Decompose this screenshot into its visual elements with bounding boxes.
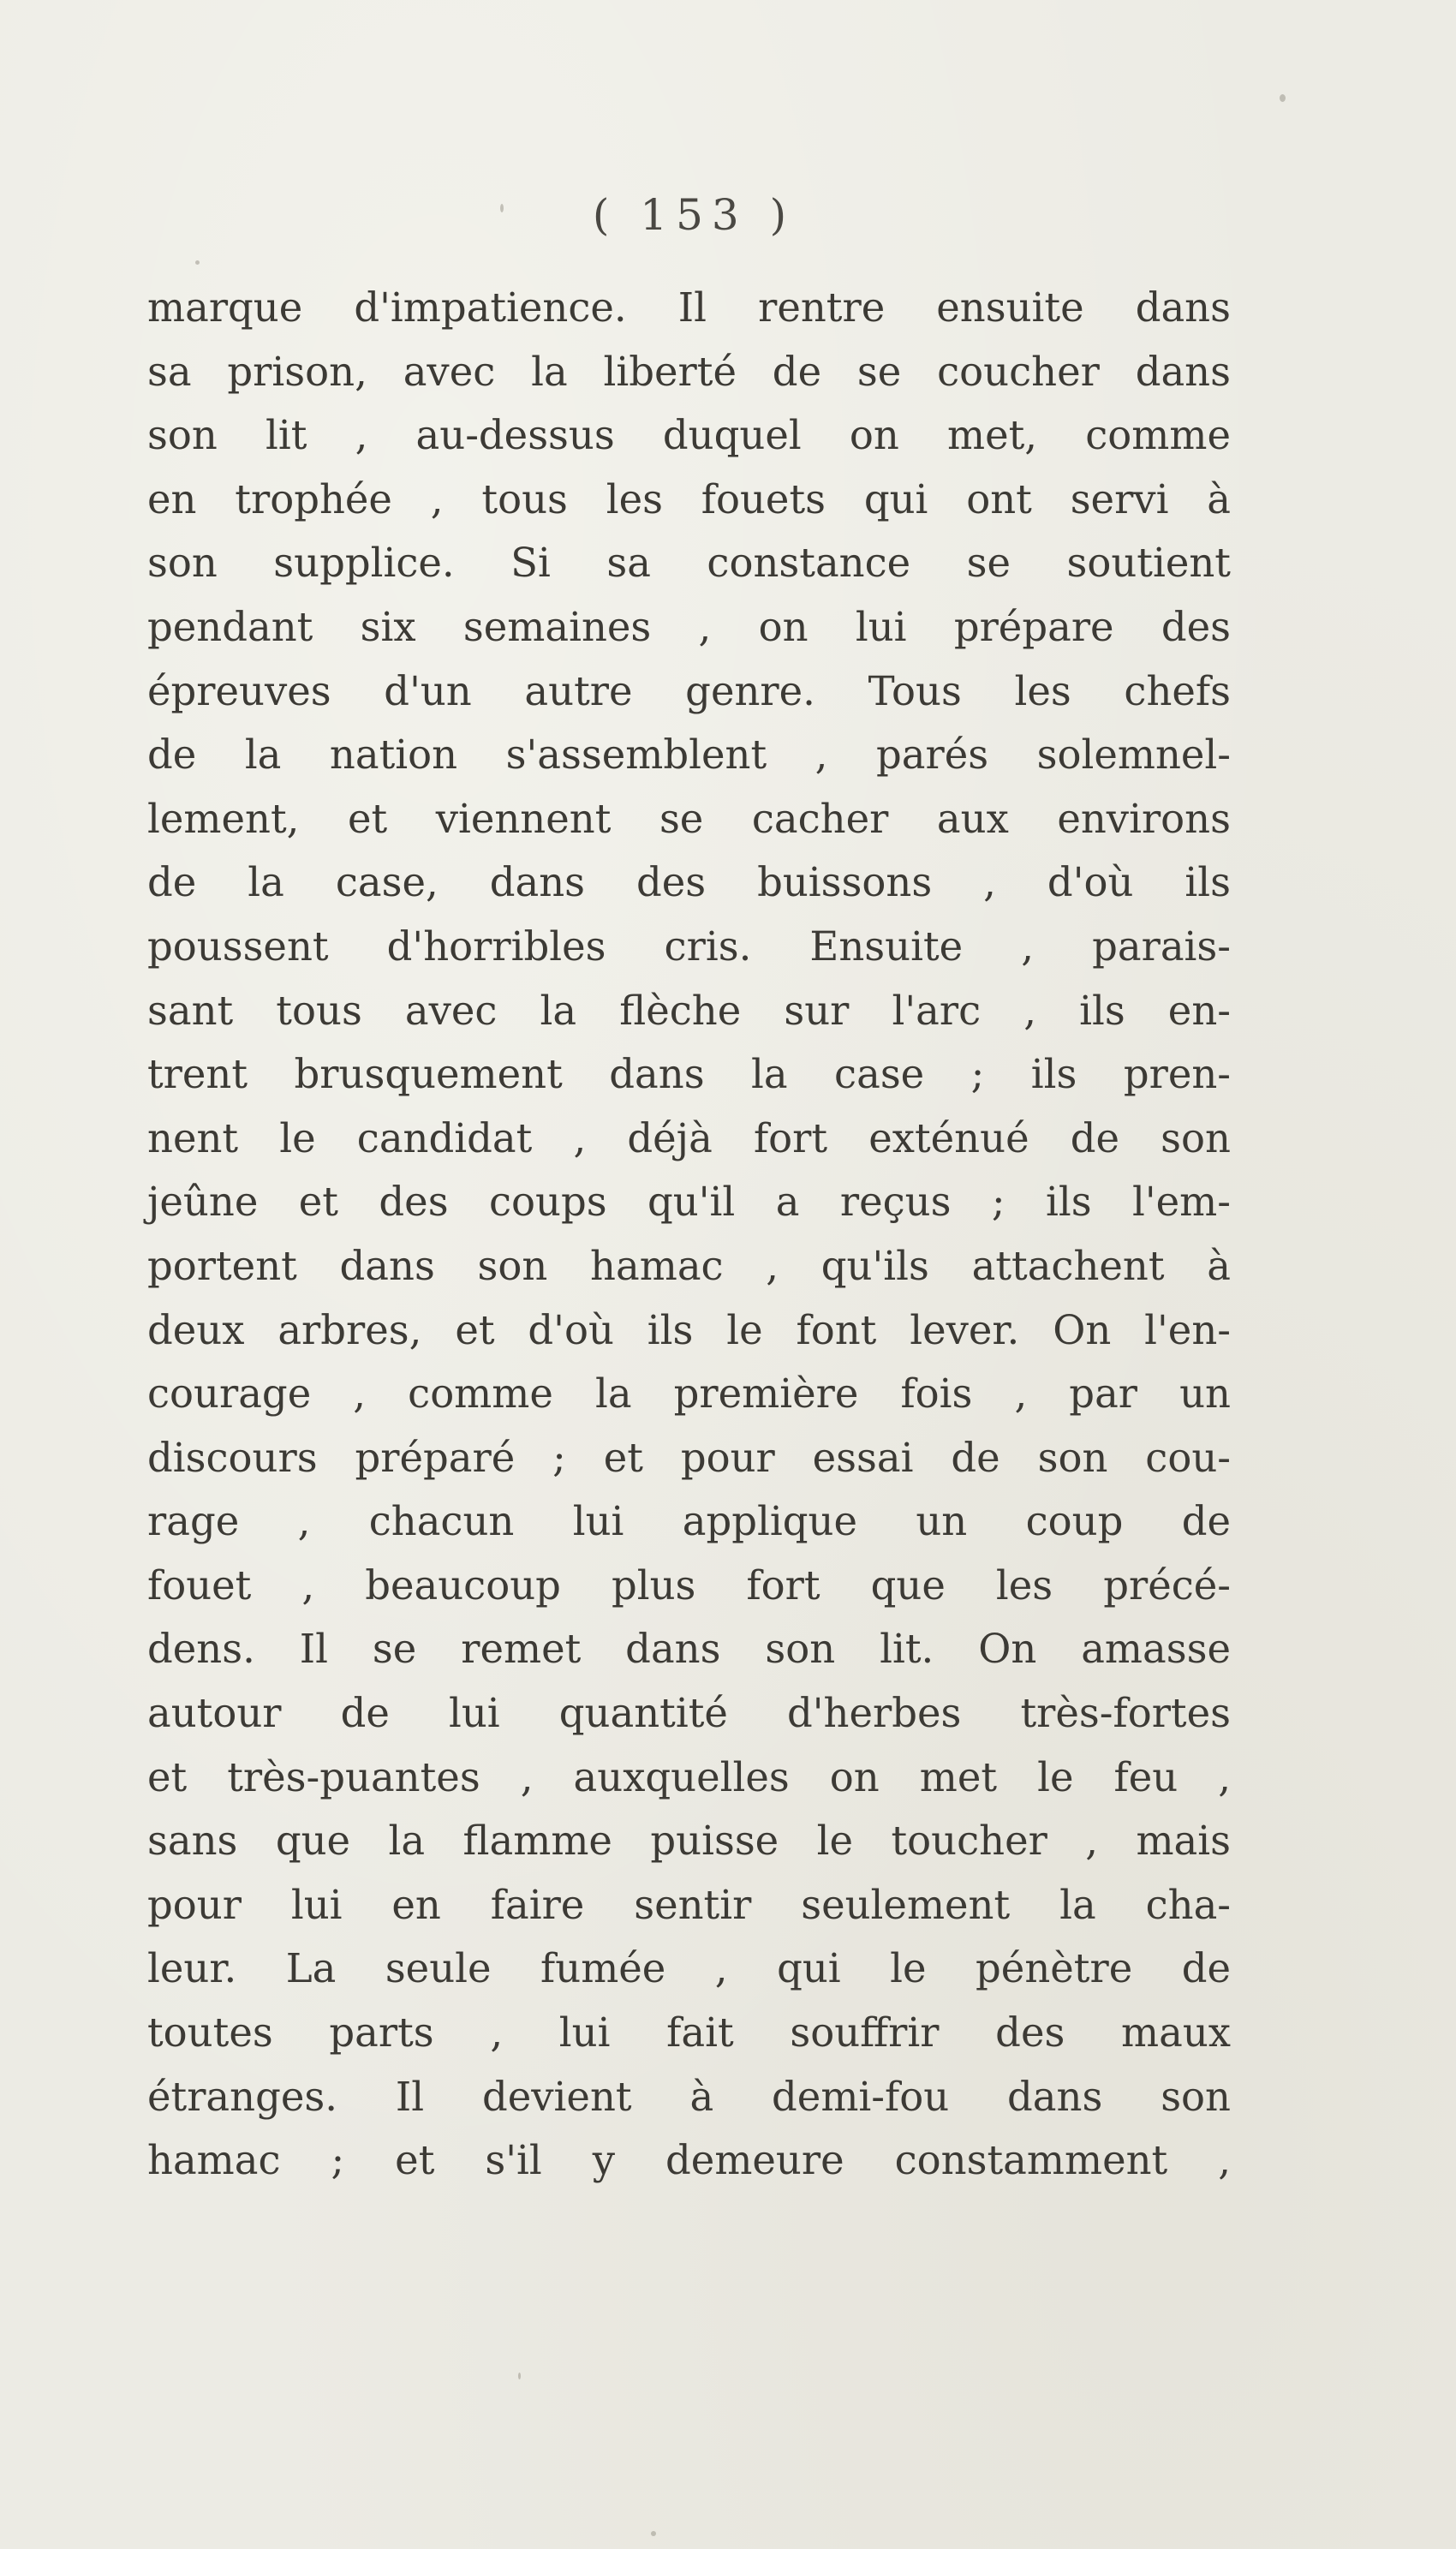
text-line: marque d'impatience. Il rentre ensuite dans — [147, 284, 1231, 331]
paper-speck — [651, 2531, 656, 2536]
text-line: poussent d'horribles cris. Ensuite , parais- — [147, 922, 1231, 970]
text-line: jeûne et des coups qu'il a reçus ; ils l'em- — [147, 1179, 1231, 1226]
text-line: de la case, dans des buissons , d'où ils — [147, 859, 1231, 906]
text-line: discours préparé ; et pour essai de son cou- — [147, 1434, 1231, 1481]
paper-speck — [1280, 94, 1286, 102]
text-line: nent le candidat , déjà fort exténué de son — [147, 1114, 1231, 1161]
text-line: son supplice. Si sa constance se soutient — [147, 540, 1231, 587]
text-line: sant tous avec la flèche sur l'arc , ils en- — [147, 987, 1231, 1034]
text-line: fouet , beaucoup plus fort que les précé- — [147, 1561, 1231, 1609]
paper-speck — [518, 2373, 521, 2379]
text-line: et très-puantes , auxquelles on met le feu , — [147, 1753, 1231, 1800]
text-line: son lit , au-dessus duquel on met, comme — [147, 412, 1231, 459]
text-line: pendant six semaines , on lui prépare des — [147, 603, 1231, 650]
paper-speck — [500, 204, 504, 212]
page-number: ( 153 ) — [592, 190, 796, 240]
text-line: en trophée , tous les fouets qui ont servi à — [147, 475, 1231, 522]
body-text — [147, 276, 1231, 2193]
text-line: rage , chacun lui applique un coup de — [147, 1498, 1231, 1545]
text-line: sans que la flamme puisse le toucher , mais — [147, 1818, 1231, 1865]
text-line: portent dans son hamac , qu'ils attachent à — [147, 1242, 1231, 1289]
text-line: de la nation s'assemblent , parés solemnel- — [147, 731, 1231, 779]
text-line: deux arbres, et d'où ils le font lever. On l'en- — [147, 1306, 1231, 1353]
text-line: toutes parts , lui fait souffrir des maux — [147, 2009, 1231, 2057]
text-line: lement, et viennent se cacher aux environs — [147, 795, 1231, 842]
text-line: étranges. Il devient à demi-fou dans son — [147, 2073, 1231, 2120]
text-line: autour de lui quantité d'herbes très-fortes — [147, 1690, 1231, 1737]
text-line: épreuves d'un autre genre. Tous les chefs — [147, 667, 1231, 714]
text-line: pour lui en faire sentir seulement la cha- — [147, 1881, 1231, 1928]
text-line: dens. Il se remet dans son lit. On amasse — [147, 1626, 1231, 1673]
text-line: courage , comme la première fois , par un — [147, 1370, 1231, 1418]
text-line: trent brusquement dans la case ; ils pren- — [147, 1051, 1231, 1098]
paper-speck — [195, 260, 200, 265]
text-line: sa prison, avec la liberté de se coucher dans — [147, 348, 1231, 395]
text-line: hamac ; et s'il y demeure constamment , — [147, 2137, 1231, 2184]
text-line: leur. La seule fumée , qui le pénètre de — [147, 1945, 1231, 1992]
